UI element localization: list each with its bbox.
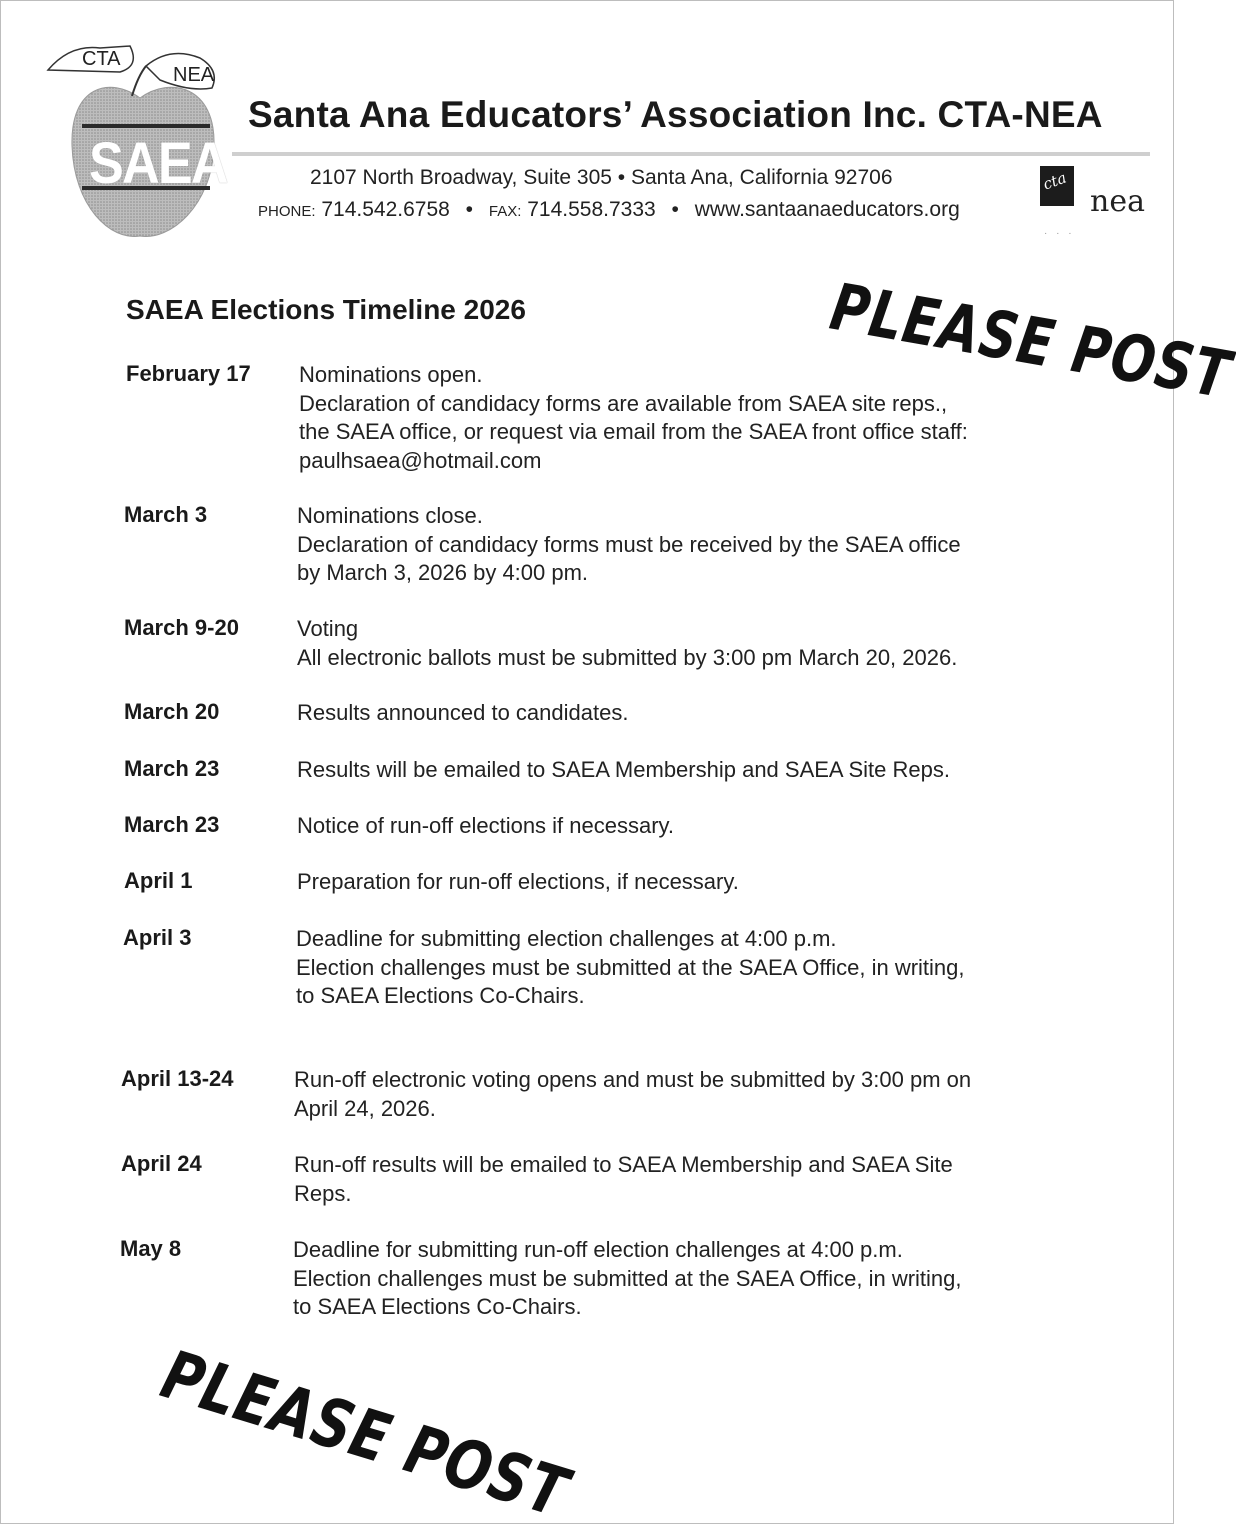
timeline-date: February 17: [126, 361, 251, 386]
timeline-line: Declaration of candidacy forms are available from SAEA site reps.,: [299, 390, 948, 416]
timeline-description: [297, 502, 961, 588]
nea-logo-dots: · · ·: [1044, 228, 1075, 239]
timeline-line: Run-off electronic voting opens and must be submitted by 3:00 pm on: [294, 1067, 972, 1092]
timeline-description: [299, 361, 968, 475]
timeline-line: Deadline for submitting run-off election challenges at 4:00 p.m.: [293, 1237, 903, 1262]
website-link[interactable]: www.santaanaeducators.org: [694, 198, 960, 221]
address-line: 2107 North Broadway, Suite 305 • Santa Ana, California 92706: [310, 166, 893, 189]
organization-name: Santa Ana Educators’ Association Inc. CTA-NEA: [248, 94, 1103, 135]
timeline-line: Deadline for submitting election challenges at 4:00 p.m.: [296, 926, 837, 951]
timeline-date: April 13-24: [121, 1066, 234, 1091]
timeline-date: March 23: [124, 812, 220, 837]
nea-logo-text: nea: [1090, 184, 1145, 219]
timeline-description: [297, 868, 739, 897]
timeline-description: [297, 812, 674, 841]
timeline-line: Notice of run-off elections if necessary.: [297, 813, 675, 838]
timeline-description: [297, 615, 957, 672]
contact-line: PHONE: 714.542.6758 • FAX: 714.558.7333 • www.santaanaeducators.org: [258, 198, 960, 221]
timeline-line: Declaration of candidacy forms must be received by the SAEA office: [297, 531, 961, 557]
logo-nea-text: NEA: [173, 64, 215, 86]
timeline-email[interactable]: paulhsaea@hotmail.com: [299, 447, 542, 473]
please-post-stamp-bottom: PLEASE POST: [152, 1335, 578, 1533]
timeline-line: April 24, 2026.: [294, 1095, 436, 1121]
timeline-description: [296, 925, 965, 1011]
timeline-line: Preparation for run-off elections, if necessary.: [297, 869, 739, 894]
timeline-description: [294, 1066, 971, 1123]
timeline-line: All electronic ballots must be submitted by 3:00 pm March 20, 2026.: [297, 644, 958, 670]
timeline-line: Results will be emailed to SAEA Membership and SAEA Site Reps.: [297, 757, 950, 782]
timeline-date: March 9-20: [124, 615, 239, 640]
phone-number: 714.542.6758: [321, 198, 450, 221]
timeline-line: Voting: [297, 616, 359, 641]
page-title: SAEA Elections Timeline 2026: [126, 294, 526, 325]
timeline-line: Run-off results will be emailed to SAEA Membership and SAEA Site: [294, 1152, 953, 1177]
timeline-line: Election challenges must be submitted at the SAEA Office, in writing,: [293, 1265, 962, 1291]
timeline-date: April 1: [124, 868, 193, 893]
fax-label: FAX:: [488, 203, 522, 220]
timeline-description: [297, 699, 628, 728]
timeline-line: Nominations close.: [297, 503, 483, 528]
timeline-line: Results announced to candidates.: [297, 700, 629, 725]
phone-label: PHONE:: [258, 203, 316, 220]
timeline-line: the SAEA office, or request via email from the SAEA front office staff:: [299, 419, 968, 444]
cta-logo-text: cta: [1040, 168, 1069, 194]
timeline-description: [294, 1151, 953, 1208]
timeline-line: to SAEA Elections Co-Chairs.: [296, 983, 585, 1008]
please-post-stamp-top: PLEASE POST: [824, 270, 1236, 415]
timeline-line: by March 3, 2026 by 4:00 pm.: [297, 560, 589, 585]
fax-number: 714.558.7333: [527, 198, 656, 221]
timeline-date: May 8: [120, 1236, 182, 1261]
timeline-line: Election challenges must be submitted at the SAEA Office, in writing,: [296, 954, 965, 980]
logo-cta-text: CTA: [82, 48, 121, 70]
timeline-date: March 23: [124, 756, 220, 781]
timeline-date: April 24: [121, 1151, 202, 1176]
timeline-line: Nominations open.: [299, 362, 483, 387]
timeline-line: to SAEA Elections Co-Chairs.: [293, 1294, 582, 1319]
timeline-date: March 3: [124, 502, 208, 527]
timeline-description: [297, 756, 950, 785]
timeline-date: March 20: [124, 699, 220, 724]
timeline-line: Reps.: [294, 1180, 352, 1206]
header-divider: [232, 152, 1150, 156]
logo-saea-text: SAEA: [89, 131, 227, 196]
timeline-date: April 3: [123, 925, 192, 950]
timeline-description: [293, 1236, 962, 1322]
